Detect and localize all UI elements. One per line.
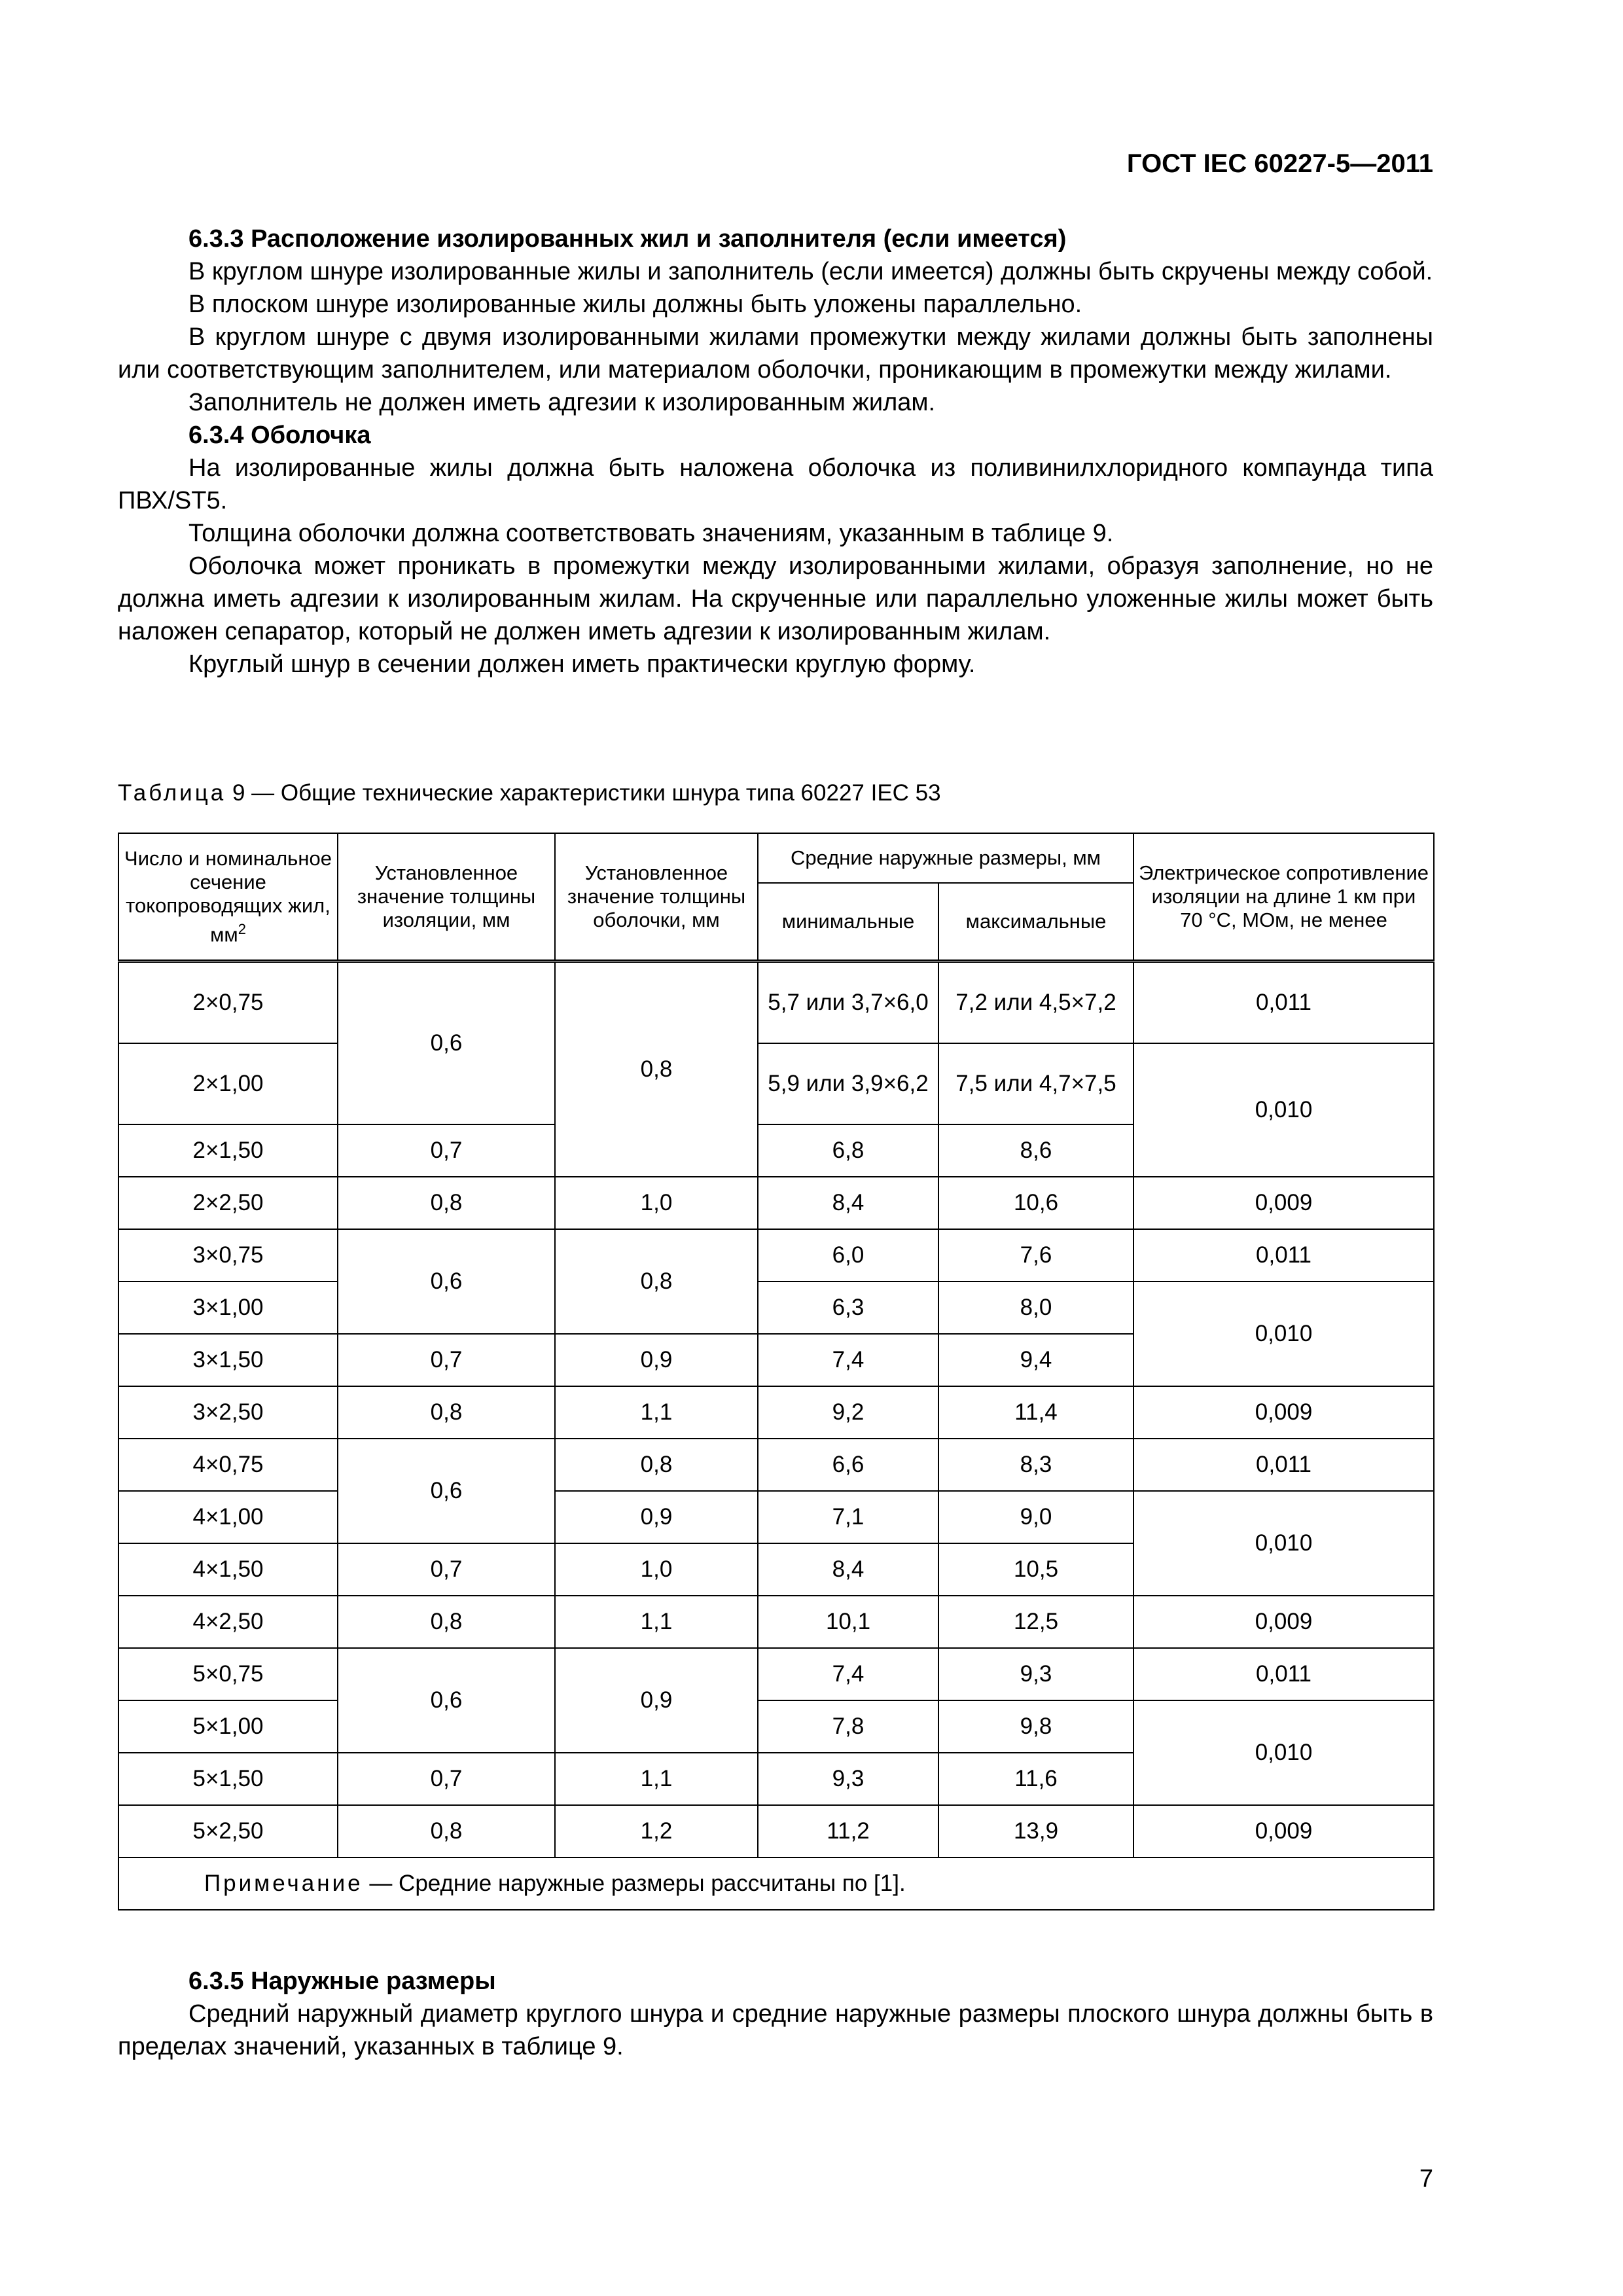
paragraph: Круглый шнур в сечении должен иметь практически круглую форму. bbox=[188, 651, 976, 678]
table-cell: 10,1 bbox=[758, 1596, 938, 1648]
header-max: максимальные bbox=[938, 883, 1133, 961]
table-cell: 0,6 bbox=[338, 1229, 555, 1334]
table-cell: 4×1,50 bbox=[118, 1543, 338, 1596]
table-9 bbox=[118, 833, 1435, 1910]
table-cell: 0,009 bbox=[1133, 1177, 1434, 1229]
table-cell: 6,6 bbox=[758, 1439, 938, 1491]
table-cell: 1,1 bbox=[555, 1753, 758, 1805]
table-cell: 1,1 bbox=[555, 1386, 758, 1439]
table-cell: 8,6 bbox=[938, 1124, 1133, 1177]
paragraph: В круглом шнуре с двумя изолированными жилами промежутки между жилами должны быть заполнены или соответствующим заполнителем, или материалом оболочки, проникающим в промежутки между жилами. bbox=[118, 323, 1433, 384]
table-cell: 0,6 bbox=[338, 1648, 555, 1753]
page-number: 7 bbox=[1419, 2165, 1433, 2193]
table-cell: 7,1 bbox=[758, 1491, 938, 1543]
table-cell: 1,0 bbox=[555, 1543, 758, 1596]
table-cell: 3×0,75 bbox=[118, 1229, 338, 1282]
table-cell: 9,0 bbox=[938, 1491, 1133, 1543]
table-cell: 8,0 bbox=[938, 1282, 1133, 1334]
table-cell: 5,9 или 3,9×6,2 bbox=[758, 1043, 938, 1124]
table-cell: 0,9 bbox=[555, 1648, 758, 1753]
table-cell: 9,8 bbox=[938, 1700, 1133, 1753]
header-conductors: Число и номинальное сечение токопроводящих жил, $мм^2$ bbox=[118, 833, 338, 961]
table-cell: 10,5 bbox=[938, 1543, 1133, 1596]
table-cell: 12,5 bbox=[938, 1596, 1133, 1648]
table-cell: 2×0,75 bbox=[118, 961, 338, 1044]
table-cell: 0,8 bbox=[338, 1596, 555, 1648]
table-cell: 0,7 bbox=[338, 1753, 555, 1805]
table-caption bbox=[118, 780, 941, 806]
table-cell: 0,8 bbox=[338, 1805, 555, 1857]
table-cell: 0,8 bbox=[555, 1439, 758, 1491]
table-row bbox=[118, 1700, 1434, 1753]
table-cell: 0,9 bbox=[555, 1491, 758, 1543]
header-mean-dimensions: Средние наружные размеры, мм bbox=[758, 833, 1133, 883]
table-cell: 6,0 bbox=[758, 1229, 938, 1282]
table-cell: 9,3 bbox=[938, 1648, 1133, 1700]
table-row bbox=[118, 1043, 1434, 1124]
table-cell: 0,009 bbox=[1133, 1805, 1434, 1857]
document-page bbox=[118, 0, 1433, 2296]
table-row bbox=[118, 1491, 1434, 1543]
table-cell: 0,6 bbox=[338, 1439, 555, 1543]
table-row bbox=[118, 1648, 1434, 1700]
table-cell: 0,8 bbox=[338, 1177, 555, 1229]
table-cell: 0,8 bbox=[555, 961, 758, 1177]
section-6-3-3-heading: 6.3.3 Расположение изолированных жил и заполнителя (если имеется) bbox=[188, 225, 1067, 253]
table-row bbox=[118, 1596, 1434, 1648]
paragraph: В плоском шнуре изолированные жилы должны быть уложены параллельно. bbox=[188, 291, 1082, 318]
table-cell: 3×1,50 bbox=[118, 1334, 338, 1386]
table-cell: 2×2,50 bbox=[118, 1177, 338, 1229]
table-caption-label: Таблица bbox=[118, 780, 226, 806]
table-cell: 7,4 bbox=[758, 1648, 938, 1700]
table-cell: 0,009 bbox=[1133, 1596, 1434, 1648]
table-cell: 0,011 bbox=[1133, 1439, 1434, 1491]
table-cell: 5×2,50 bbox=[118, 1805, 338, 1857]
table-row bbox=[118, 1439, 1434, 1491]
table-cell: 0,009 bbox=[1133, 1386, 1434, 1439]
table-cell: 8,4 bbox=[758, 1543, 938, 1596]
table-cell: 0,6 bbox=[338, 961, 555, 1125]
table-cell: 0,010 bbox=[1133, 1491, 1434, 1596]
table-cell: 10,6 bbox=[938, 1177, 1133, 1229]
header-sheath-thickness: Установленное значение толщины оболочки, мм bbox=[555, 833, 758, 961]
header-min: минимальные bbox=[758, 883, 938, 961]
table-cell: 7,4 bbox=[758, 1334, 938, 1386]
paragraph: В круглом шнуре изолированные жилы и заполнитель (если имеется) должны быть скручены между собой. bbox=[188, 258, 1433, 285]
table-cell: 0,9 bbox=[555, 1334, 758, 1386]
table-cell: 0,8 bbox=[555, 1229, 758, 1334]
table-cell: 3×2,50 bbox=[118, 1386, 338, 1439]
table-cell: 0,8 bbox=[338, 1386, 555, 1439]
table-cell: 9,3 bbox=[758, 1753, 938, 1805]
paragraph: Оболочка может проникать в промежутки между изолированными жилами, образуя заполнение, но не должна иметь адгезии к изолированным жилам. На скрученные или параллельно уложенные жилы может быть наложен сепаратор, который не должен иметь адгезии к изолированным жилам. bbox=[118, 552, 1433, 645]
table-cell: 7,6 bbox=[938, 1229, 1133, 1282]
table-cell: 9,4 bbox=[938, 1334, 1133, 1386]
table-cell: 1,0 bbox=[555, 1177, 758, 1229]
table-cell: 5×0,75 bbox=[118, 1648, 338, 1700]
table-cell: 11,6 bbox=[938, 1753, 1133, 1805]
table-cell: 6,3 bbox=[758, 1282, 938, 1334]
table-cell: 7,5 или 4,7×7,5 bbox=[938, 1043, 1133, 1124]
table-cell: 5×1,00 bbox=[118, 1700, 338, 1753]
header-insulation-resistance: Электрическое сопротивление изоляции на длине 1 км при 70 °С, МОм, не менее bbox=[1133, 833, 1434, 961]
table-cell: 0,7 bbox=[338, 1334, 555, 1386]
table-cell: 0,011 bbox=[1133, 1648, 1434, 1700]
table-cell: 13,9 bbox=[938, 1805, 1133, 1857]
body-text bbox=[118, 223, 1433, 681]
table-cell: 0,011 bbox=[1133, 961, 1434, 1044]
body-text-continued bbox=[118, 1965, 1433, 2063]
table-row bbox=[118, 1805, 1434, 1857]
table-cell: 11,2 bbox=[758, 1805, 938, 1857]
table-cell: 2×1,00 bbox=[118, 1043, 338, 1124]
table-row bbox=[118, 1386, 1434, 1439]
table-cell: 0,010 bbox=[1133, 1043, 1434, 1177]
header-insulation-thickness: Установленное значение толщины изоляции, мм bbox=[338, 833, 555, 961]
table-cell: 1,1 bbox=[555, 1596, 758, 1648]
table-cell: 0,7 bbox=[338, 1124, 555, 1177]
table-row bbox=[118, 961, 1434, 1044]
table-cell: 5×1,50 bbox=[118, 1753, 338, 1805]
table-cell: 0,011 bbox=[1133, 1229, 1434, 1282]
table-note: Примечание — Средние наружные размеры рассчитаны по [1]. bbox=[118, 1857, 1434, 1910]
table-cell: 9,2 bbox=[758, 1386, 938, 1439]
section-6-3-4-heading: 6.3.4 Оболочка bbox=[188, 422, 371, 449]
table-row bbox=[118, 1229, 1434, 1282]
table-caption-text: 9 — Общие технические характеристики шнура типа 60227 IEC 53 bbox=[232, 780, 941, 806]
table-row bbox=[118, 1282, 1434, 1334]
table-cell: 1,2 bbox=[555, 1805, 758, 1857]
table-cell: 2×1,50 bbox=[118, 1124, 338, 1177]
table-cell: 6,8 bbox=[758, 1124, 938, 1177]
paragraph: Средний наружный диаметр круглого шнура и средние наружные размеры плоского шнура должны быть в пределах значений, указанных в таблице 9. bbox=[118, 2000, 1433, 2060]
document-code: ГОСТ IEC 60227-5—2011 bbox=[1126, 149, 1433, 178]
table-cell: 4×2,50 bbox=[118, 1596, 338, 1648]
paragraph: Заполнитель не должен иметь адгезии к изолированным жилам. bbox=[188, 389, 936, 416]
table-cell: 4×0,75 bbox=[118, 1439, 338, 1491]
table-cell: 4×1,00 bbox=[118, 1491, 338, 1543]
table-cell: 8,3 bbox=[938, 1439, 1133, 1491]
section-6-3-5-heading: 6.3.5 Наружные размеры bbox=[188, 1967, 496, 1995]
table-cell: 11,4 bbox=[938, 1386, 1133, 1439]
table-cell: 3×1,00 bbox=[118, 1282, 338, 1334]
table-cell: 8,4 bbox=[758, 1177, 938, 1229]
paragraph: Толщина оболочки должна соответствовать значениям, указанным в таблице 9. bbox=[188, 520, 1114, 547]
table-note-row bbox=[118, 1857, 1434, 1910]
table-cell: 0,7 bbox=[338, 1543, 555, 1596]
table-cell: 7,2 или 4,5×7,2 bbox=[938, 961, 1133, 1044]
table-cell: 0,010 bbox=[1133, 1700, 1434, 1805]
paragraph: На изолированные жилы должна быть наложена оболочка из поливинилхлоридного компаунда типа ПВХ/ST5. bbox=[118, 454, 1433, 514]
table-row bbox=[118, 1177, 1434, 1229]
table-cell: 5,7 или 3,7×6,0 bbox=[758, 961, 938, 1044]
table-cell: 0,010 bbox=[1133, 1282, 1434, 1386]
table-cell: 7,8 bbox=[758, 1700, 938, 1753]
